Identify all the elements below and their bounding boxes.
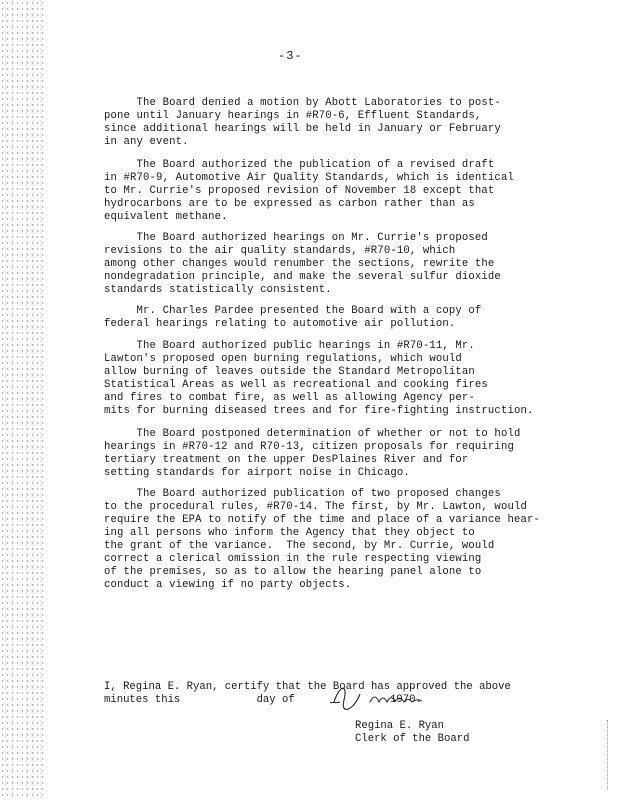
- paragraph-2: The Board authorized the publication of a revised draft in #R70-9, Automotive Air Quality Standards, which is identical to Mr. Currie's proposed revision of November 18 except that hydrocarbons are to be expressed as carbon rather than as equivalent methane.: [104, 159, 514, 223]
- paragraph-1: The Board denied a motion by Abott Laboratories to post- pone until January hearings in #R70-6, Effluent Standards, since additional hearings will be held in January or February in any event.: [104, 97, 501, 148]
- signature-block: [355, 720, 469, 746]
- certification-text: I, Regina E. Ryan, certify that the Board has approved the above minutes this day of 1970.: [104, 681, 511, 706]
- paragraph-5: The Board authorized public hearings in #R70-11, Mr. Lawton's proposed open burning regulations, which would allow burning of leaves outside the Standard Metropolitan Statistical Areas as well as recreational and cooking fires and fires to combat fire, as well as allowing Agency per- mits for burning diseased trees and for fire-fighting instruction.: [104, 340, 534, 417]
- scan-edge-noise: [0, 0, 44, 800]
- paragraph-6: The Board postponed determination of whether or not to hold hearings in #R70-12 and R70-13, citizen proposals for requiring tertiary treatment on the upper DesPlaines River and for setting standards for airport noise in Chicago.: [104, 428, 521, 479]
- paragraph-3: The Board authorized hearings on Mr. Currie's proposed revisions to the air quality standards, #R70-10, which among other changes would renumber the sections, rewrite the nondegradation principle, and make the several sulfur dioxide standards statistically consistent.: [104, 232, 501, 296]
- page-number: -3-: [278, 49, 303, 63]
- handwritten-signature: [330, 680, 470, 714]
- signer-title: Clerk of the Board: [355, 733, 470, 745]
- scan-edge-mark: [607, 720, 612, 790]
- paragraph-4: Mr. Charles Pardee presented the Board with a copy of federal hearings relating to automotive air pollution.: [104, 305, 482, 330]
- signer-name: Regina E. Ryan: [355, 720, 445, 732]
- paragraph-7: The Board authorized publication of two proposed changes to the procedural rules, #R70-14. The first, by Mr. Lawton, would require the EPA to notify of the time and place of a variance hear- ing all persons who inform the Agency that they object to the grant of the variance. The second, by Mr. Currie, would correct a clerical omission in the rule respecting viewing of the premises, so as to allow the hearing panel alone to conduct a viewing if no party objects.: [104, 488, 540, 591]
